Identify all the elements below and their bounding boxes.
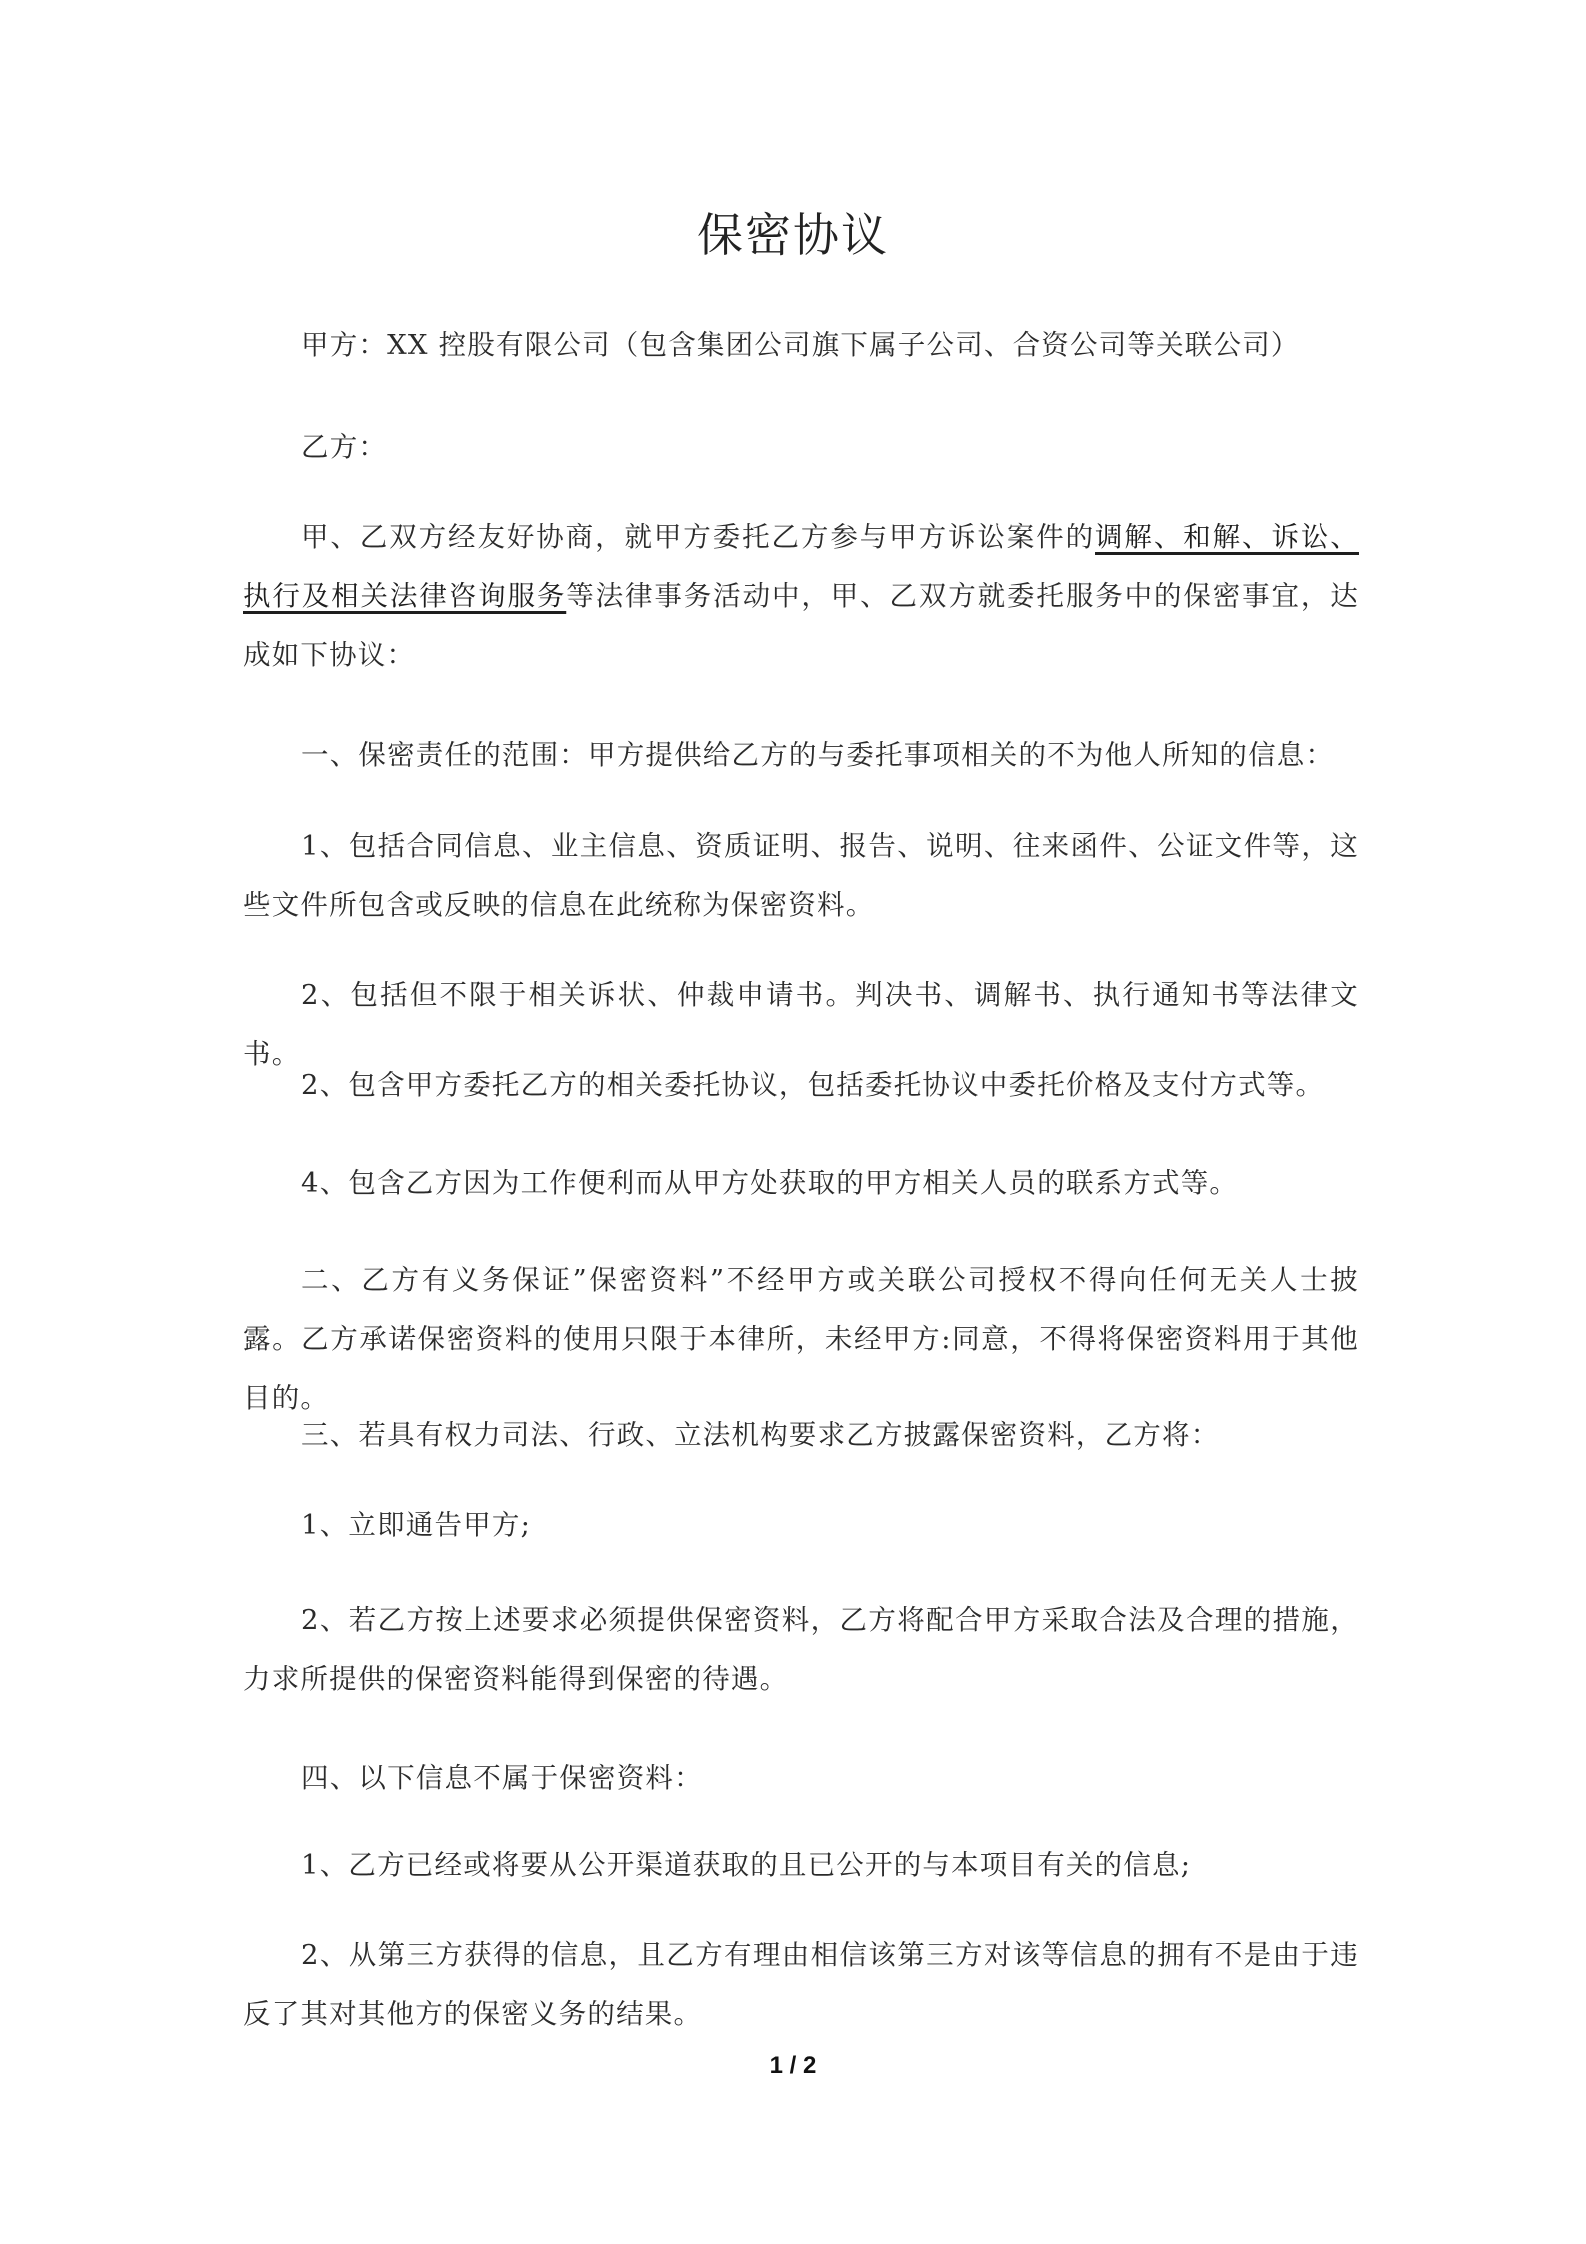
document-title: 保密协议 [697, 208, 889, 262]
section-3-heading: 三、若具有权力司法、行政、立法机构要求乙方披露保密资料，乙方将： [301, 1419, 1220, 1451]
party-a-line: 甲方：XX 控股有限公司（包含集团公司旗下属子公司、合资公司等关联公司） [301, 329, 1300, 361]
section-1-heading: 一、保密责任的范围：甲方提供给乙方的与委托事项相关的不为他人所知的信息： [301, 739, 1335, 771]
section-4-heading: 四、以下信息不属于保密资料： [301, 1762, 703, 1794]
party-b-line: 乙方： [301, 431, 388, 463]
section-1-item: 4、包含乙方因为工作便利而从甲方处获取的甲方相关人员的联系方式等。 [301, 1167, 1239, 1199]
intro-paragraph [243, 508, 1359, 685]
section-3-item: 2、若乙方按上述要求必须提供保密资料，乙方将配合甲方采取合法及合理的措施，力求所提供的保密资料能得到保密的待遇。 [243, 1604, 1359, 1695]
intro-text-before: 甲、乙双方经友好协商，就甲方委托乙方参与甲方诉讼案件的 [301, 521, 1096, 553]
section-4-item: 2、从第三方获得的信息，且乙方有理由相信该第三方对该等信息的拥有不是由于违反了其对其他方的保密义务的结果。 [243, 1939, 1359, 2030]
section-3-item: 1、立即通告甲方; [301, 1509, 532, 1541]
intro-text-after: 等法律事务活动中，甲、乙双方就委托服务中的保密事宜，达成如下协议： [243, 580, 1359, 671]
section-1-item: 2、包括但不限于相关诉状、仲裁申请书。判决书、调解书、执行通知书等法律文书。 [243, 979, 1359, 1070]
section-1-item: 1、包括合同信息、业主信息、资质证明、报告、说明、往来函件、公证文件等，这些文件所包含或反映的信息在此统称为保密资料。 [243, 830, 1359, 921]
section-1-item: 2、包含甲方委托乙方的相关委托协议，包括委托协议中委托价格及支付方式等。 [301, 1069, 1325, 1101]
intro-underlined-services: 调解、和解、诉讼、执行及相关法律咨询服务 [243, 521, 1359, 612]
page-number: 1 / 2 [769, 2052, 817, 2079]
section-4-item: 1、乙方已经或将要从公开渠道获取的且已公开的与本项目有关的信息; [301, 1849, 1192, 1881]
section-2-paragraph: 二、乙方有义务保证”保密资料”不经甲方或关联公司授权不得向任何无关人士披露。乙方承诺保密资料的使用只限于本律所，未经甲方:同意，不得将保密资料用于其他目的。 [243, 1264, 1359, 1414]
